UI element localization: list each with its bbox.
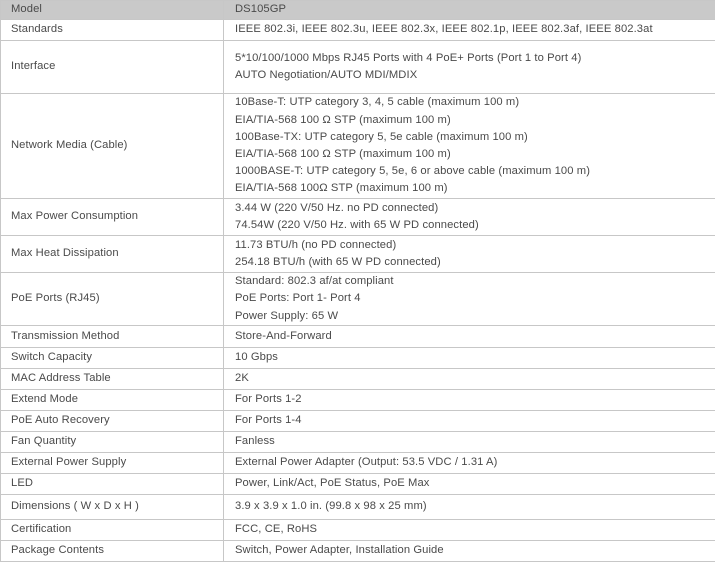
- spec-value-line: 100Base-TX: UTP category 5, 5e cable (maximum 100 m): [235, 129, 705, 146]
- spec-row-network-media: [1, 94, 715, 199]
- spec-value: [224, 236, 715, 273]
- spec-label: Interface: [1, 41, 224, 94]
- spec-value-line: 10 Gbps: [235, 349, 705, 366]
- spec-value: [224, 390, 715, 411]
- spec-value: [224, 369, 715, 390]
- spec-row-max-heat: [1, 236, 715, 273]
- spec-row-poe-ports: [1, 273, 715, 326]
- spec-value-line: 254.18 BTU/h (with 65 W PD connected): [235, 254, 705, 271]
- spec-label: Package Contents: [1, 541, 224, 562]
- spec-value-line: Fanless: [235, 433, 705, 450]
- spec-row-interface: [1, 41, 715, 94]
- spec-value-line: 5*10/100/1000 Mbps RJ45 Ports with 4 PoE+ Ports (Port 1 to Port 4): [235, 50, 705, 67]
- spec-value: [224, 520, 715, 541]
- spec-row-max-power: [1, 199, 715, 236]
- spec-row-mac-table: [1, 369, 715, 390]
- spec-row-switch-capacity: [1, 348, 715, 369]
- spec-value-line: For Ports 1-4: [235, 412, 705, 429]
- spec-label: Dimensions ( W x D x H ): [1, 495, 224, 520]
- spec-label: Max Power Consumption: [1, 199, 224, 236]
- spec-value-line: EIA/TIA-568 100Ω STP (maximum 100 m): [235, 180, 705, 197]
- spec-value: [224, 199, 715, 236]
- spec-label: Network Media (Cable): [1, 94, 224, 199]
- spec-label: Certification: [1, 520, 224, 541]
- spec-label: External Power Supply: [1, 453, 224, 474]
- spec-value: [224, 474, 715, 495]
- spec-value: [224, 541, 715, 562]
- spec-row-package: [1, 541, 715, 562]
- spec-value: [224, 41, 715, 94]
- spec-value-line: 74.54W (220 V/50 Hz. with 65 W PD connected): [235, 217, 705, 234]
- spec-value-line: Standard: 802.3 af/at compliant: [235, 273, 705, 290]
- spec-label: Extend Mode: [1, 390, 224, 411]
- spec-label: MAC Address Table: [1, 369, 224, 390]
- spec-value-line: EIA/TIA-568 100 Ω STP (maximum 100 m): [235, 112, 705, 129]
- spec-value-line: Power Supply: 65 W: [235, 308, 705, 325]
- spec-label: LED: [1, 474, 224, 495]
- spec-label: PoE Auto Recovery: [1, 411, 224, 432]
- spec-value: [224, 326, 715, 348]
- spec-value: [224, 348, 715, 369]
- spec-value: [224, 453, 715, 474]
- spec-label: Fan Quantity: [1, 432, 224, 453]
- spec-value-line: Power, Link/Act, PoE Status, PoE Max: [235, 475, 705, 492]
- spec-row-fan: [1, 432, 715, 453]
- spec-value: [224, 411, 715, 432]
- spec-row-certification: [1, 520, 715, 541]
- spec-value-line: IEEE 802.3i, IEEE 802.3u, IEEE 802.3x, IEEE 802.1p, IEEE 802.3af, IEEE 802.3at: [235, 21, 705, 38]
- spec-value-line: 3.9 x 3.9 x 1.0 in. (99.8 x 98 x 25 mm): [235, 498, 705, 515]
- spec-value: [224, 495, 715, 520]
- spec-value-line: 3.44 W (220 V/50 Hz. no PD connected): [235, 200, 705, 217]
- spec-row-led: [1, 474, 715, 495]
- header-label: Model: [1, 1, 224, 20]
- header-model-value: DS105GP: [224, 1, 715, 20]
- spec-value-line: AUTO Negotiation/AUTO MDI/MDIX: [235, 67, 705, 84]
- spec-value-line: 1000BASE-T: UTP category 5, 5e, 6 or above cable (maximum 100 m): [235, 163, 705, 180]
- spec-value: [224, 273, 715, 326]
- spec-label: Switch Capacity: [1, 348, 224, 369]
- spec-value-line: FCC, CE, RoHS: [235, 521, 705, 538]
- header-row: [1, 1, 715, 20]
- spec-value-line: Store-And-Forward: [235, 328, 705, 345]
- spec-label: Transmission Method: [1, 326, 224, 348]
- spec-row-extend-mode: [1, 390, 715, 411]
- spec-label: PoE Ports (RJ45): [1, 273, 224, 326]
- spec-row-dimensions: [1, 495, 715, 520]
- spec-value: [224, 432, 715, 453]
- spec-row-poe-recovery: [1, 411, 715, 432]
- spec-row-standards: [1, 20, 715, 41]
- spec-value: [224, 20, 715, 41]
- spec-row-transmission: [1, 326, 715, 348]
- spec-label: Max Heat Dissipation: [1, 236, 224, 273]
- spec-value-line: For Ports 1-2: [235, 391, 705, 408]
- spec-value-line: EIA/TIA-568 100 Ω STP (maximum 100 m): [235, 146, 705, 163]
- spec-value-line: PoE Ports: Port 1- Port 4: [235, 290, 705, 307]
- spec-value-line: External Power Adapter (Output: 53.5 VDC / 1.31 A): [235, 454, 705, 471]
- spec-value-line: 10Base-T: UTP category 3, 4, 5 cable (maximum 100 m): [235, 94, 705, 111]
- spec-value-line: 11.73 BTU/h (no PD connected): [235, 237, 705, 254]
- spec-value-line: Switch, Power Adapter, Installation Guide: [235, 542, 705, 559]
- spec-value: [224, 94, 715, 199]
- spec-label: Standards: [1, 20, 224, 41]
- spec-row-power-supply: [1, 453, 715, 474]
- spec-value-line: 2K: [235, 370, 705, 387]
